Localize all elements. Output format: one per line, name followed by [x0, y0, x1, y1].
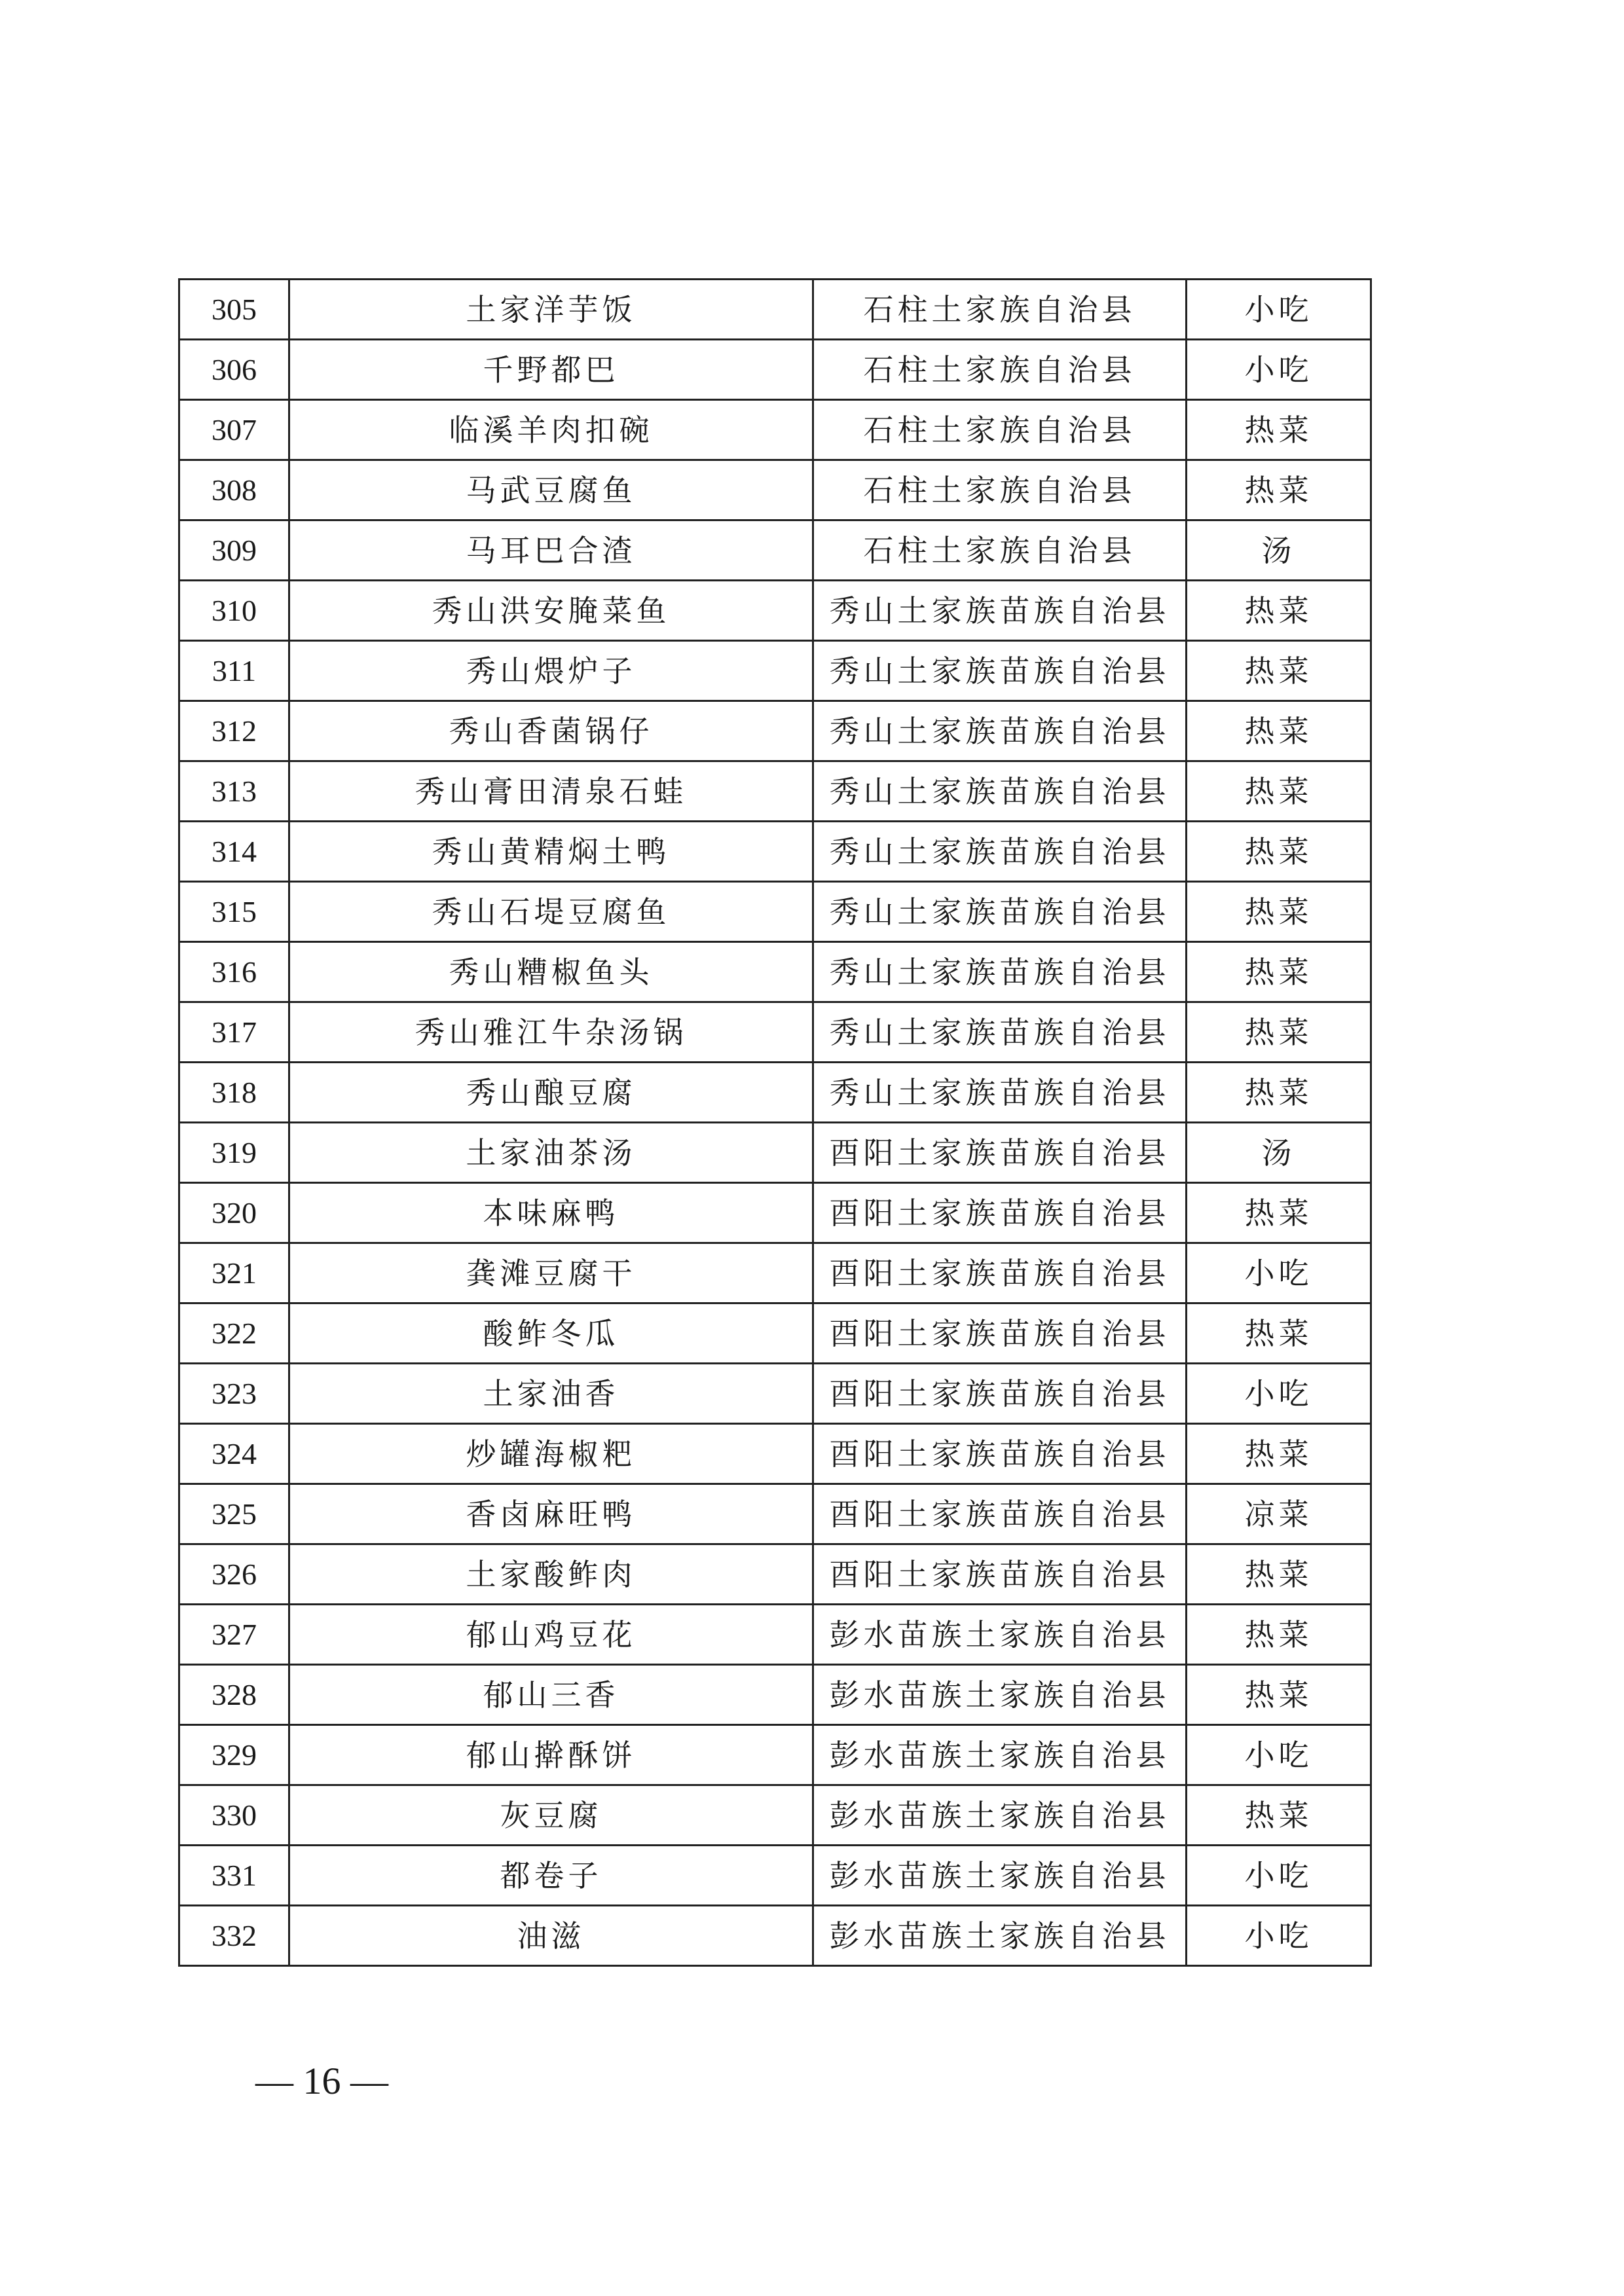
region-cell: 秀山土家族苗族自治县 — [813, 882, 1187, 942]
region-cell: 石柱土家族自治县 — [813, 460, 1187, 520]
category-cell: 热菜 — [1187, 1544, 1371, 1605]
dish-name-cell: 土家酸鲊肉 — [289, 1544, 813, 1605]
table-row — [179, 581, 1371, 641]
table-row — [179, 1785, 1371, 1846]
dish-name-cell: 酸鲊冬瓜 — [289, 1303, 813, 1364]
row-number-cell: 315 — [179, 882, 289, 942]
table-row — [179, 1665, 1371, 1725]
table-row — [179, 280, 1371, 340]
table-body — [179, 280, 1371, 1966]
category-cell: 热菜 — [1187, 701, 1371, 761]
category-cell: 热菜 — [1187, 1424, 1371, 1484]
table-row — [179, 1243, 1371, 1303]
row-number-cell: 324 — [179, 1424, 289, 1484]
row-number-cell: 319 — [179, 1123, 289, 1183]
table-row — [179, 1484, 1371, 1544]
dish-name-cell: 千野都巴 — [289, 340, 813, 400]
row-number-cell: 316 — [179, 942, 289, 1002]
region-cell: 彭水苗族土家族自治县 — [813, 1906, 1187, 1966]
dish-name-cell: 油滋 — [289, 1906, 813, 1966]
category-cell: 热菜 — [1187, 1063, 1371, 1123]
row-number-cell: 309 — [179, 520, 289, 581]
dish-name-cell: 秀山洪安腌菜鱼 — [289, 581, 813, 641]
dish-name-cell: 临溪羊肉扣碗 — [289, 400, 813, 460]
table-row — [179, 942, 1371, 1002]
row-number-cell: 314 — [179, 822, 289, 882]
dish-name-cell: 龚滩豆腐干 — [289, 1243, 813, 1303]
category-cell: 小吃 — [1187, 1906, 1371, 1966]
dish-name-cell: 秀山黄精焖土鸭 — [289, 822, 813, 882]
region-cell: 酉阳土家族苗族自治县 — [813, 1364, 1187, 1424]
region-cell: 石柱土家族自治县 — [813, 520, 1187, 581]
dish-name-cell: 本味麻鸭 — [289, 1183, 813, 1243]
dish-name-cell: 秀山酿豆腐 — [289, 1063, 813, 1123]
category-cell: 小吃 — [1187, 340, 1371, 400]
region-cell: 酉阳土家族苗族自治县 — [813, 1123, 1187, 1183]
category-cell: 热菜 — [1187, 1002, 1371, 1063]
table-row — [179, 1846, 1371, 1906]
table-row — [179, 761, 1371, 822]
category-cell: 热菜 — [1187, 1665, 1371, 1725]
category-cell: 热菜 — [1187, 400, 1371, 460]
region-cell: 酉阳土家族苗族自治县 — [813, 1183, 1187, 1243]
region-cell: 秀山土家族苗族自治县 — [813, 1063, 1187, 1123]
dish-name-cell: 郁山鸡豆花 — [289, 1605, 813, 1665]
table-row — [179, 1002, 1371, 1063]
region-cell: 酉阳土家族苗族自治县 — [813, 1243, 1187, 1303]
dish-name-cell: 都卷子 — [289, 1846, 813, 1906]
dish-name-cell: 郁山三香 — [289, 1665, 813, 1725]
region-cell: 酉阳土家族苗族自治县 — [813, 1303, 1187, 1364]
category-cell: 热菜 — [1187, 641, 1371, 701]
region-cell: 秀山土家族苗族自治县 — [813, 701, 1187, 761]
region-cell: 秀山土家族苗族自治县 — [813, 761, 1187, 822]
row-number-cell: 307 — [179, 400, 289, 460]
region-cell: 秀山土家族苗族自治县 — [813, 641, 1187, 701]
table-row — [179, 520, 1371, 581]
table-row — [179, 340, 1371, 400]
table-row — [179, 400, 1371, 460]
category-cell: 小吃 — [1187, 1243, 1371, 1303]
region-cell: 石柱土家族自治县 — [813, 280, 1187, 340]
category-cell: 小吃 — [1187, 1725, 1371, 1785]
row-number-cell: 305 — [179, 280, 289, 340]
row-number-cell: 327 — [179, 1605, 289, 1665]
region-cell: 秀山土家族苗族自治县 — [813, 581, 1187, 641]
category-cell: 热菜 — [1187, 882, 1371, 942]
row-number-cell: 329 — [179, 1725, 289, 1785]
row-number-cell: 311 — [179, 641, 289, 701]
table-row — [179, 822, 1371, 882]
row-number-cell: 330 — [179, 1785, 289, 1846]
table-row — [179, 1424, 1371, 1484]
page-number: — 16 — — [255, 2060, 388, 2102]
category-cell: 热菜 — [1187, 761, 1371, 822]
table-row — [179, 460, 1371, 520]
dish-name-cell: 灰豆腐 — [289, 1785, 813, 1846]
table-row — [179, 701, 1371, 761]
category-cell: 热菜 — [1187, 581, 1371, 641]
region-cell: 秀山土家族苗族自治县 — [813, 942, 1187, 1002]
category-cell: 热菜 — [1187, 942, 1371, 1002]
category-cell: 汤 — [1187, 1123, 1371, 1183]
row-number-cell: 312 — [179, 701, 289, 761]
dish-name-cell: 秀山煨炉子 — [289, 641, 813, 701]
dish-name-cell: 香卤麻旺鸭 — [289, 1484, 813, 1544]
category-cell: 汤 — [1187, 520, 1371, 581]
row-number-cell: 310 — [179, 581, 289, 641]
row-number-cell: 308 — [179, 460, 289, 520]
dish-name-cell: 土家洋芋饭 — [289, 280, 813, 340]
category-cell: 热菜 — [1187, 1785, 1371, 1846]
region-cell: 彭水苗族土家族自治县 — [813, 1725, 1187, 1785]
category-cell: 热菜 — [1187, 1183, 1371, 1243]
table-row — [179, 1183, 1371, 1243]
region-cell: 秀山土家族苗族自治县 — [813, 822, 1187, 882]
dish-name-cell: 马武豆腐鱼 — [289, 460, 813, 520]
row-number-cell: 325 — [179, 1484, 289, 1544]
dish-name-cell: 秀山香菌锅仔 — [289, 701, 813, 761]
category-cell: 热菜 — [1187, 1605, 1371, 1665]
table-row — [179, 1544, 1371, 1605]
region-cell: 彭水苗族土家族自治县 — [813, 1846, 1187, 1906]
dish-name-cell: 土家油香 — [289, 1364, 813, 1424]
table-row — [179, 1605, 1371, 1665]
dish-name-cell: 炒罐海椒粑 — [289, 1424, 813, 1484]
row-number-cell: 328 — [179, 1665, 289, 1725]
category-cell: 小吃 — [1187, 1364, 1371, 1424]
table-row — [179, 1303, 1371, 1364]
table-row — [179, 1725, 1371, 1785]
row-number-cell: 320 — [179, 1183, 289, 1243]
table-row — [179, 882, 1371, 942]
region-cell: 彭水苗族土家族自治县 — [813, 1785, 1187, 1846]
row-number-cell: 321 — [179, 1243, 289, 1303]
row-number-cell: 306 — [179, 340, 289, 400]
dish-name-cell: 秀山膏田清泉石蛙 — [289, 761, 813, 822]
table-row — [179, 1906, 1371, 1966]
dish-name-cell: 马耳巴合渣 — [289, 520, 813, 581]
row-number-cell: 322 — [179, 1303, 289, 1364]
row-number-cell: 318 — [179, 1063, 289, 1123]
region-cell: 石柱土家族自治县 — [813, 340, 1187, 400]
category-cell: 热菜 — [1187, 822, 1371, 882]
dish-name-cell: 秀山石堤豆腐鱼 — [289, 882, 813, 942]
category-cell: 热菜 — [1187, 460, 1371, 520]
row-number-cell: 332 — [179, 1906, 289, 1966]
region-cell: 酉阳土家族苗族自治县 — [813, 1484, 1187, 1544]
table-row — [179, 1364, 1371, 1424]
dish-name-cell: 土家油茶汤 — [289, 1123, 813, 1183]
table-row — [179, 1063, 1371, 1123]
dish-name-cell: 秀山糟椒鱼头 — [289, 942, 813, 1002]
category-cell: 凉菜 — [1187, 1484, 1371, 1544]
row-number-cell: 313 — [179, 761, 289, 822]
region-cell: 石柱土家族自治县 — [813, 400, 1187, 460]
category-cell: 小吃 — [1187, 280, 1371, 340]
category-cell: 热菜 — [1187, 1303, 1371, 1364]
row-number-cell: 326 — [179, 1544, 289, 1605]
row-number-cell: 323 — [179, 1364, 289, 1424]
region-cell: 彭水苗族土家族自治县 — [813, 1665, 1187, 1725]
dish-name-cell: 郁山擀酥饼 — [289, 1725, 813, 1785]
region-cell: 酉阳土家族苗族自治县 — [813, 1424, 1187, 1484]
table-row — [179, 1123, 1371, 1183]
row-number-cell: 317 — [179, 1002, 289, 1063]
table-row — [179, 641, 1371, 701]
dish-name-cell: 秀山雅江牛杂汤锅 — [289, 1002, 813, 1063]
region-cell: 秀山土家族苗族自治县 — [813, 1002, 1187, 1063]
row-number-cell: 331 — [179, 1846, 289, 1906]
dish-list-table — [178, 278, 1372, 1967]
region-cell: 酉阳土家族苗族自治县 — [813, 1544, 1187, 1605]
category-cell: 小吃 — [1187, 1846, 1371, 1906]
region-cell: 彭水苗族土家族自治县 — [813, 1605, 1187, 1665]
